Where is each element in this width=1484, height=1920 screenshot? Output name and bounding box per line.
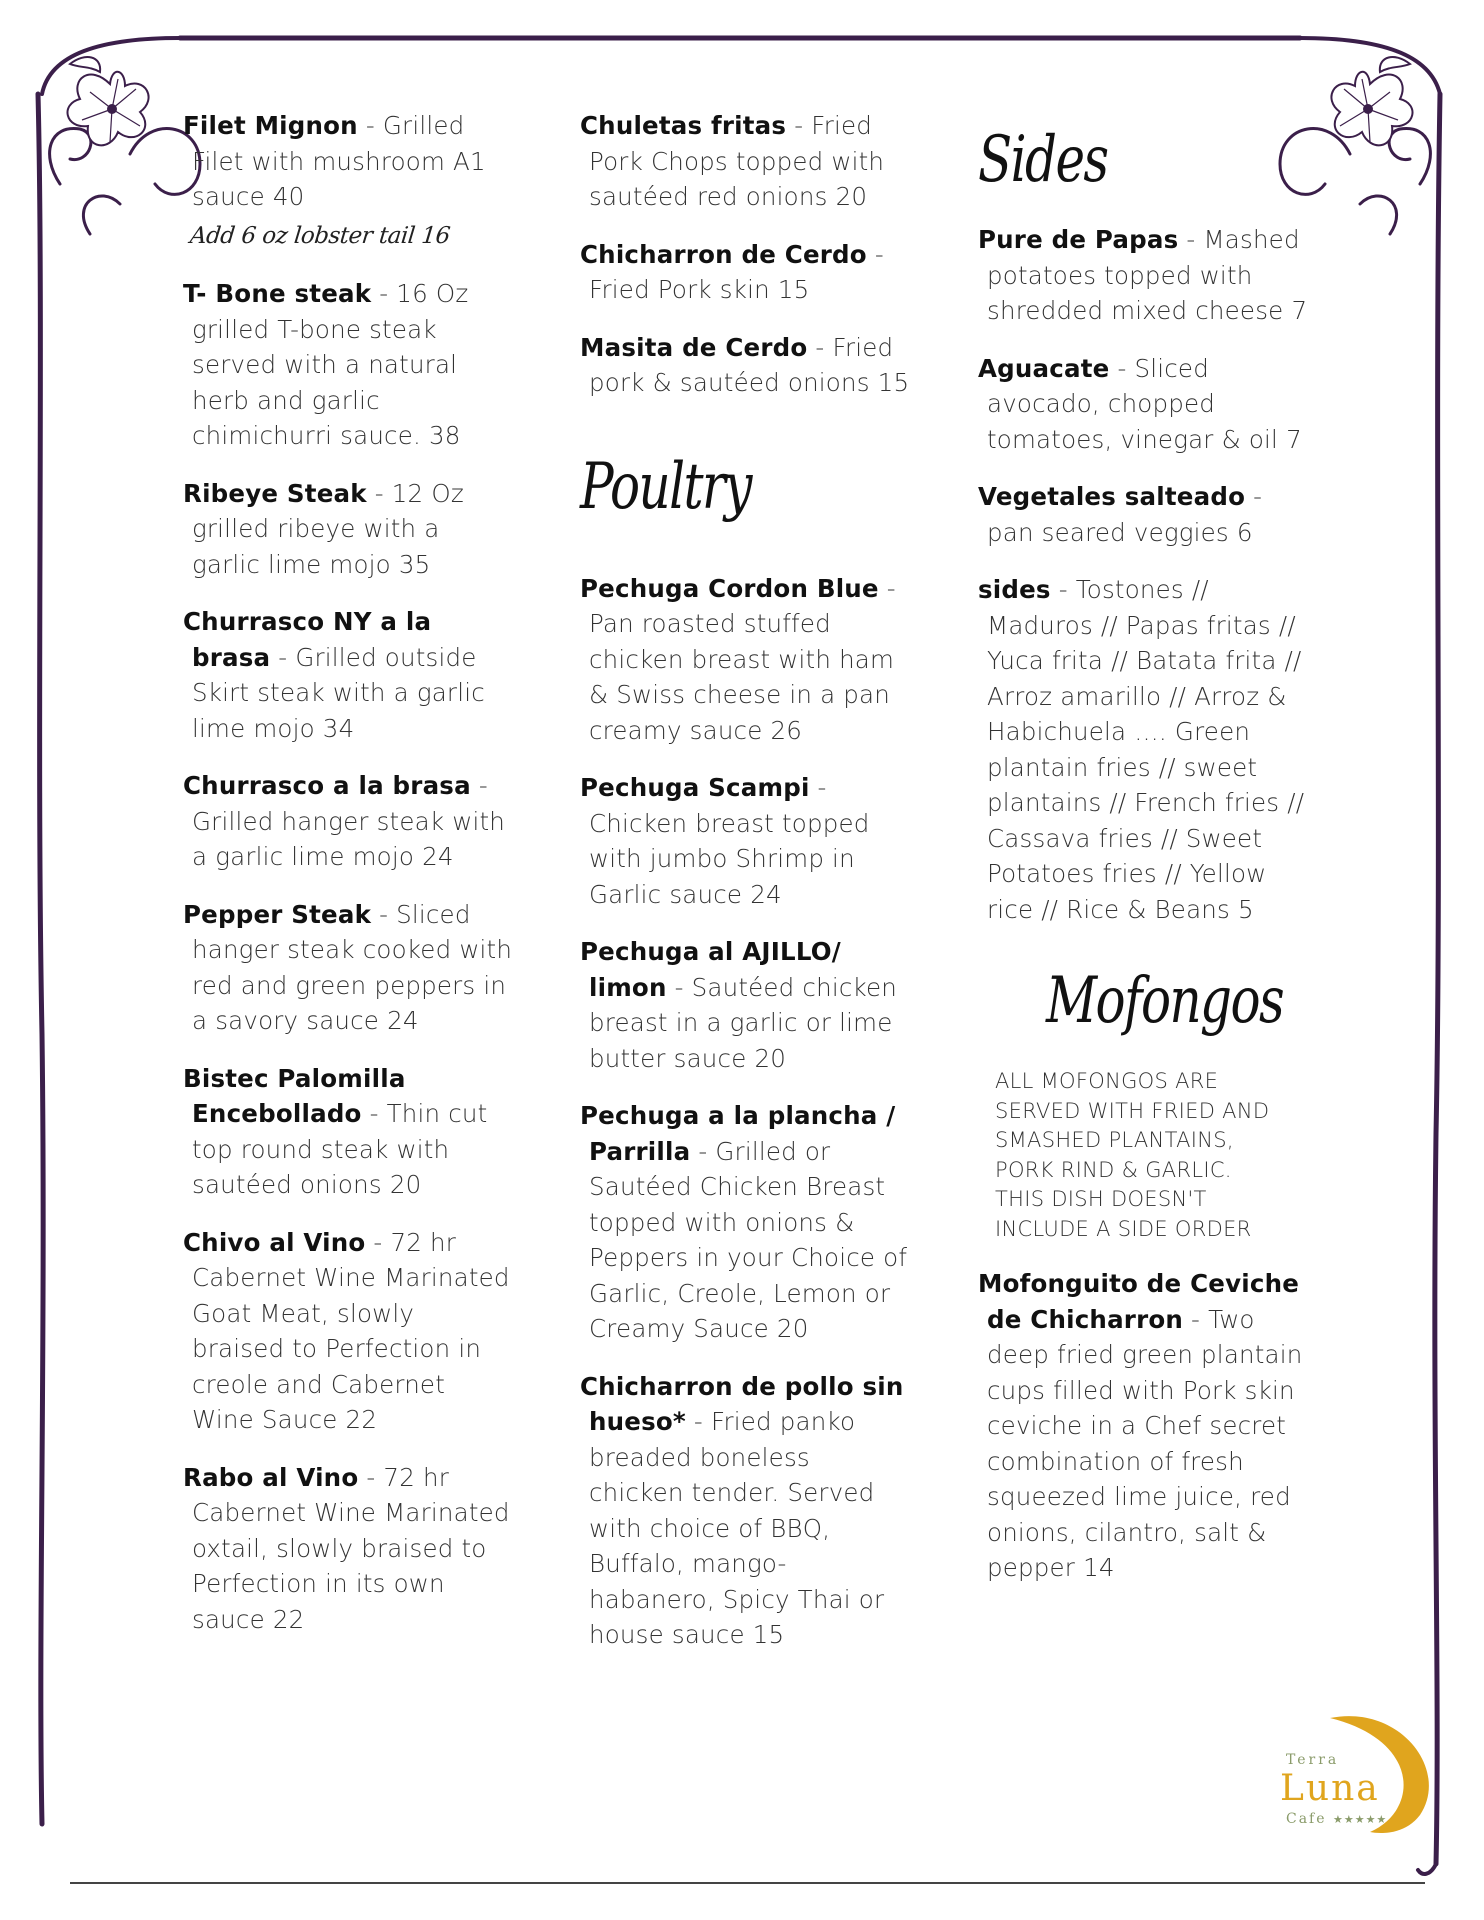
menu-item-description: Tostones // Maduros // Papas fritas // Yuca frita // Batata frita // Arroz amarillo // Arroz & Habichuela …. Green plantain fries // sweet plantains // French fries // Cassava fries // Sweet Potatoes fries // Yellow rice // Rice & Beans bbox=[987, 575, 1305, 924]
menu-item-description: Sliced hanger steak cooked with red and green peppers in a savory sauce bbox=[192, 899, 513, 1035]
logo-cafe: Cafe ★★★★★ bbox=[1286, 1811, 1388, 1827]
menu-item: Pechuga al AJILLO/ limon - Sautéed chicken breast in a garlic or lime butter sauce 20 bbox=[580, 937, 898, 1073]
menu-item-name: Pure de Papas bbox=[978, 225, 1179, 254]
menu-item-price: 24 bbox=[750, 879, 782, 909]
menu-item-description: Sliced avocado, chopped tomatoes, vinegar & oil bbox=[987, 353, 1279, 454]
menu-item: Chicharron de Cerdo - Fried Pork skin 15 bbox=[580, 239, 884, 304]
menu-item: Aguacate - Sliced avocado, chopped tomatoes, vinegar & oil 7 bbox=[978, 353, 1302, 454]
menu-item-price: 20 bbox=[776, 1314, 809, 1343]
menu-item: Pechuga a la plancha / Parrilla - Grilled or Sautéed Chicken Breast topped with onions & Peppers in your Choice of Garlic, Creole, Lemon or Creamy Sauce 20 bbox=[580, 1101, 908, 1343]
menu-item-description: Fried Pork Chops topped with sautéed red onions bbox=[589, 111, 885, 211]
menu-item-description: Fried Pork skin bbox=[589, 275, 770, 304]
menu-item-description: Two deep fried green plantain cups filled with Pork skin ceviche in a Chef secret combination of fresh squeezed lime juice, red onions, cilantro, salt & pepper bbox=[987, 1304, 1303, 1582]
menu-item-price: 35 bbox=[398, 549, 431, 579]
menu-item-name: Ribeye Steak bbox=[183, 478, 367, 508]
menu-item-description: Fried pork & sautéed onions bbox=[589, 332, 894, 397]
menu-item-name: Chicharron de pollo sin hueso* bbox=[580, 1371, 904, 1436]
menu-item: Chicharron de pollo sin hueso* - Fried panko breaded boneless chicken tender. Served with choice of BBQ, Buffalo, mango-habanero, Spicy Thai or house sauce 15 bbox=[580, 1371, 904, 1649]
menu-item: Churrasco a la brasa - Grilled hanger steak with a garlic lime mojo 24 bbox=[183, 771, 506, 871]
menu-item-price: 40 bbox=[272, 182, 305, 211]
menu-item-description: Fried panko breaded boneless chicken tender. Served with choice of BBQ, Buffalo, mango-habanero, Spicy Thai or house sauce bbox=[589, 1407, 885, 1649]
menu-item-name: Churrasco a la brasa bbox=[183, 771, 471, 800]
menu-item-price: 15 bbox=[777, 275, 810, 304]
menu-item-name: Chuletas fritas bbox=[580, 111, 787, 140]
menu-item-name: Chicharron de Cerdo bbox=[580, 239, 867, 269]
menu-item-description: 72 hr Cabernet Wine Marinated Goat Meat, slowly braised to Perfection in creole and Cabernet Wine Sauce bbox=[192, 1227, 510, 1434]
menu-item-price: 14 bbox=[1083, 1553, 1115, 1582]
menu-item-name: Pepper Steak bbox=[183, 899, 372, 929]
menu-item-description: 16 Oz grilled T-bone steak served with a natural herb and garlic chimichurri sauce. bbox=[192, 279, 469, 450]
menu-item-description: Grilled Filet with mushroom A1 sauce bbox=[192, 111, 486, 211]
logo-stars: ★★★★★ bbox=[1332, 1813, 1388, 1826]
menu-item-description: Thin cut top round steak with sautéed onions bbox=[192, 1099, 488, 1199]
menu-column-pork-poultry bbox=[580, 108, 910, 1675]
terra-luna-cafe-logo bbox=[1270, 1710, 1445, 1827]
menu-item: Rabo al Vino - 72 hr Cabernet Wine Marinated oxtail, slowly braised to Perfection in its own sauce 22 bbox=[183, 1462, 510, 1634]
menu-item-price: 26 bbox=[770, 715, 803, 745]
menu-item-price: 24 bbox=[387, 1006, 419, 1035]
menu-item: Pepper Steak - Sliced hanger steak cooked with red and green peppers in a savory sauce 24 bbox=[183, 899, 513, 1035]
menu-item-description: Pan roasted stuffed chicken breast with ham & Swiss cheese in a pan creamy sauce bbox=[589, 609, 895, 745]
flower-right-icon bbox=[1331, 72, 1412, 145]
mofongos-note: ALL MOFONGOS ARE SERVED WITH FRIED AND SMASHED PLANTAINS, PORK RIND & GARLIC. THIS DISH DOESN'T INCLUDE A SIDE ORDER bbox=[995, 1069, 1270, 1241]
menu-item-price: 22 bbox=[272, 1604, 305, 1634]
flower-left-icon bbox=[68, 72, 149, 145]
menu-item-name: Masita de Cerdo bbox=[580, 332, 808, 362]
menu-item-price: 7 bbox=[1291, 296, 1308, 325]
menu-item: Vegetales salteado - pan seared veggies 6 bbox=[978, 482, 1263, 547]
menu-item-name: Pechuga al AJILLO/ limon bbox=[580, 937, 841, 1002]
menu-item-name: Aguacate bbox=[978, 353, 1110, 383]
menu-item-name: Pechuga Scampi bbox=[580, 773, 810, 802]
menu-item-price: 15 bbox=[877, 368, 910, 397]
menu-column-entrees bbox=[183, 108, 513, 1659]
menu-item: Chivo al Vino - 72 hr Cabernet Wine Marinated Goat Meat, slowly braised to Perfection in creole and Cabernet Wine Sauce 22 bbox=[183, 1227, 510, 1434]
menu-item: Ribeye Steak - 12 Oz grilled ribeye with a garlic lime mojo 35 bbox=[183, 478, 464, 579]
menu-item: Masita de Cerdo - Fried pork & sautéed onions 15 bbox=[580, 332, 910, 397]
menu-item-name: Churrasco NY a la brasa bbox=[183, 607, 432, 672]
menu-item-price: 20 bbox=[754, 1043, 787, 1073]
menu-item: Chuletas fritas - Fried Pork Chops topped with sautéed red onions 20 bbox=[580, 111, 885, 211]
menu-item-name: Pechuga Cordon Blue bbox=[580, 573, 879, 603]
sides-section-title: Sides bbox=[978, 123, 1108, 197]
bottom-divider bbox=[70, 1882, 1425, 1884]
menu-item-price: 22 bbox=[345, 1405, 378, 1434]
menu-item: Bistec Palomilla Encebollado - Thin cut top round steak with sautéed onions 20 bbox=[183, 1063, 488, 1199]
menu-item-description: pan seared veggies bbox=[987, 517, 1229, 547]
menu-item-price: 38 bbox=[428, 421, 461, 450]
menu-item-price: 20 bbox=[389, 1170, 422, 1199]
menu-item-name: Mofonguito de Ceviche de Chicharron bbox=[978, 1269, 1300, 1334]
menu-item-price: 24 bbox=[422, 842, 454, 871]
menu-item-description: Grilled hanger steak with a garlic lime mojo bbox=[192, 806, 506, 871]
menu-item: Pechuga Cordon Blue - Pan roasted stuffed chicken breast with ham & Swiss cheese in a pan creamy sauce 26 bbox=[580, 573, 896, 745]
menu-item-name: Filet Mignon bbox=[183, 111, 358, 140]
menu-item-addon-note: Add 6 oz lobster tail 16 bbox=[188, 222, 452, 249]
menu-item-price: 7 bbox=[1286, 424, 1302, 454]
menu-item: Filet Mignon - Grilled Filet with mushroom A1 sauce 40 Add 6 oz lobster tail 16 bbox=[183, 108, 513, 254]
mofongos-section-title: Mofongos bbox=[1046, 964, 1283, 1038]
menu-item: Mofonguito de Ceviche de Chicharron - Two deep fried green plantain cups filled with Pork skin ceviche in a Chef secret combination of fresh squeezed lime juice, red onions, cilantro, salt & pepper 14 bbox=[978, 1269, 1303, 1582]
menu-item-name: Pechuga a la plancha / Parrilla bbox=[580, 1101, 896, 1166]
menu-item: Pechuga Scampi - Chicken breast topped with jumbo Shrimp in Garlic sauce 24 bbox=[580, 773, 870, 909]
menu-item-name: Bistec Palomilla Encebollado bbox=[183, 1063, 406, 1128]
menu-item-description: Chicken breast topped with jumbo Shrimp in Garlic sauce bbox=[589, 808, 870, 909]
menu-item: T- Bone steak - 16 Oz grilled T-bone steak served with a natural herb and garlic chimichurri sauce. 38 bbox=[183, 279, 469, 450]
menu-item-name: T- Bone steak bbox=[183, 279, 372, 308]
menu-item-price: 15 bbox=[752, 1620, 785, 1649]
menu-item: Pure de Papas - Mashed potatoes topped with shredded mixed cheese 7 bbox=[978, 225, 1308, 325]
menu-item-name: sides bbox=[978, 575, 1051, 604]
menu-item-description: Grilled or Sautéed Chicken Breast topped with onions & Peppers in your Choice of Garlic, Creole, Lemon or Creamy Sauce bbox=[589, 1136, 908, 1343]
logo-luna: Luna bbox=[1280, 1768, 1380, 1809]
menu-item-name: Rabo al Vino bbox=[183, 1462, 359, 1492]
menu-item-description: 12 Oz grilled ribeye with a garlic lime mojo bbox=[192, 478, 464, 579]
menu-item-name: Chivo al Vino bbox=[183, 1227, 366, 1257]
menu-item-description: Grilled outside Skirt steak with a garlic lime mojo bbox=[192, 642, 485, 743]
menu-item-price: 6 bbox=[1236, 517, 1253, 547]
menu-item-description: Mashed potatoes topped with shredded mixed cheese bbox=[987, 225, 1300, 325]
menu-item-description: 72 hr Cabernet Wine Marinated oxtail, slowly braised to Perfection in its own sauce bbox=[192, 1462, 510, 1634]
logo-terra: Terra bbox=[1286, 1752, 1340, 1768]
menu-item-price: 5 bbox=[1237, 894, 1254, 924]
menu-item-price: 20 bbox=[835, 182, 868, 211]
menu-item-price: 34 bbox=[322, 713, 355, 743]
menu-column-sides-mofongos bbox=[978, 108, 1308, 1608]
poultry-section-title: Poultry bbox=[580, 449, 751, 524]
menu-item: Churrasco NY a la brasa - Grilled outside Skirt steak with a garlic lime mojo 34 bbox=[183, 607, 485, 743]
menu-item-name: Vegetales salteado bbox=[978, 482, 1246, 511]
menu-item-description: Sautéed chicken breast in a garlic or lime butter sauce bbox=[589, 972, 898, 1073]
menu-item: sides - Tostones // Maduros // Papas fritas // Yuca frita // Batata frita // Arroz amarillo // Arroz & Habichuela …. Green plantain fries // sweet plantains // French fries // Cassava fries // Sweet Potatoes fries // Yellow rice // Rice & Beans 5 bbox=[978, 575, 1305, 924]
